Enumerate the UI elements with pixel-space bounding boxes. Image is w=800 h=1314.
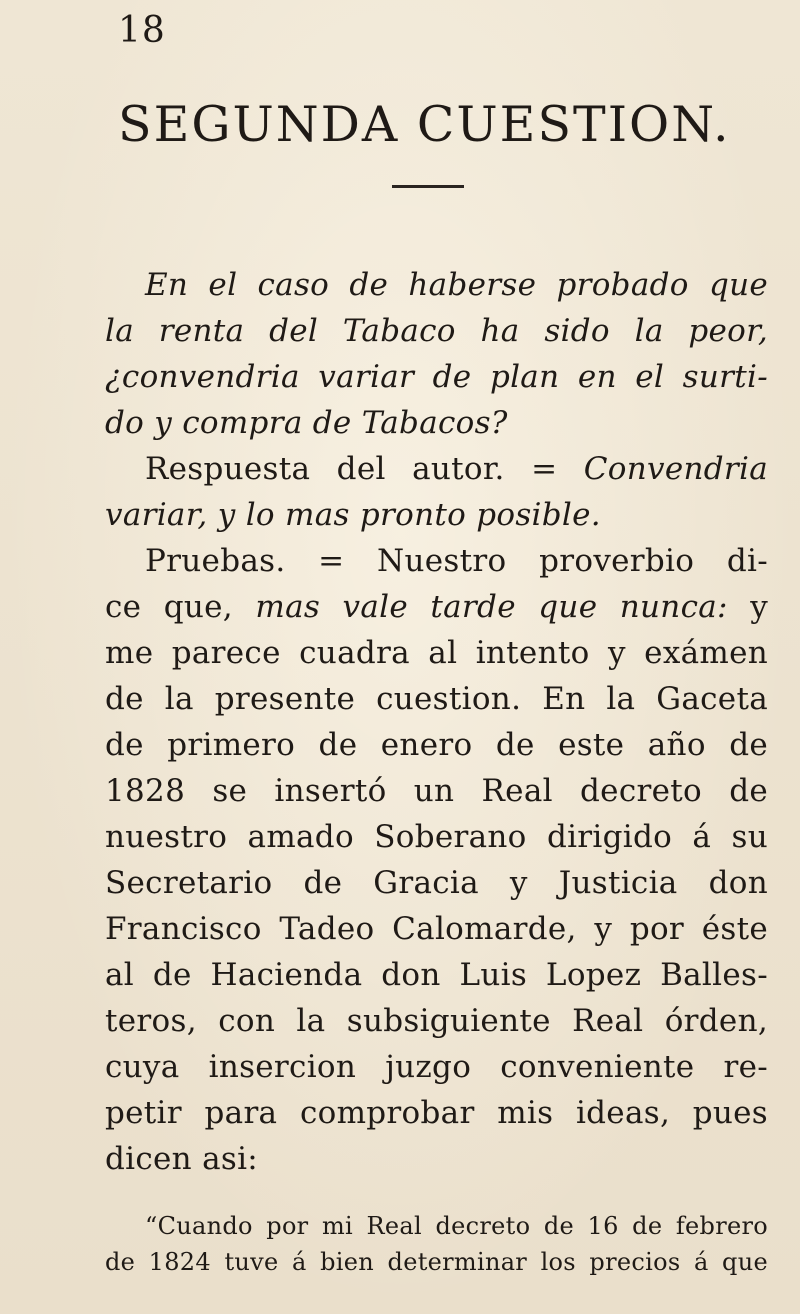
answer-line-2: variar, y lo mas pronto posible. [105,497,601,533]
proofs-line-8: Secretario de Gracia y Justicia don [105,865,768,901]
section-title: SEGUNDA CUESTION. [118,96,731,153]
proofs-line-2-pre: ce que, [105,589,256,625]
page-number: 18 [118,10,166,51]
proofs-line-9: Francisco Tadeo Calomarde, y por éste [105,911,768,947]
proofs-line-4: de la presente cuestion. En la Gaceta [105,681,768,717]
proofs-line-7: nuestro amado Soberano dirigido á su [105,819,768,855]
proofs-line-12: cuya insercion juzgo conveniente re- [105,1049,768,1085]
proofs-line-1: Pruebas. = Nuestro proverbio di- [145,543,768,579]
proofs-line-11: teros, con la subsiguiente Real órden, [105,1003,768,1039]
question-line-3: ¿convendria variar de plan en el surti- [105,359,768,395]
quote-line-2: de 1824 tuve á bien determinar los precios á que [105,1248,768,1276]
proofs-line-5: de primero de enero de este año de [105,727,768,763]
quote-line-1: “Cuando por mi Real decreto de 16 de febrero [145,1212,768,1240]
proofs-line-2 [105,589,769,625]
title-rule [392,185,464,188]
proofs-line-3: me parece cuadra al intento y exámen [105,635,768,671]
proofs-line-13: petir para comprobar mis ideas, pues [105,1095,768,1131]
proofs-line-6: 1828 se insertó un Real decreto de [105,773,768,809]
proofs-line-10: al de Hacienda don Luis Lopez Balles- [105,957,768,993]
proofs-line-2-italic: mas vale tarde que nunca: [255,589,728,625]
answer-label: Respuesta del autor. = [145,451,584,487]
question-line-2: la renta del Tabaco ha sido la peor, [105,313,768,349]
proofs-line-14: dicen asi: [105,1141,259,1177]
answer-italic-1: Convendria [583,451,768,487]
question-line-4: do y compra de Tabacos? [105,405,508,441]
question-line-1: En el caso de haberse probado que [145,267,768,303]
answer-line-1 [145,451,768,487]
proofs-line-2-post: y [727,589,769,625]
